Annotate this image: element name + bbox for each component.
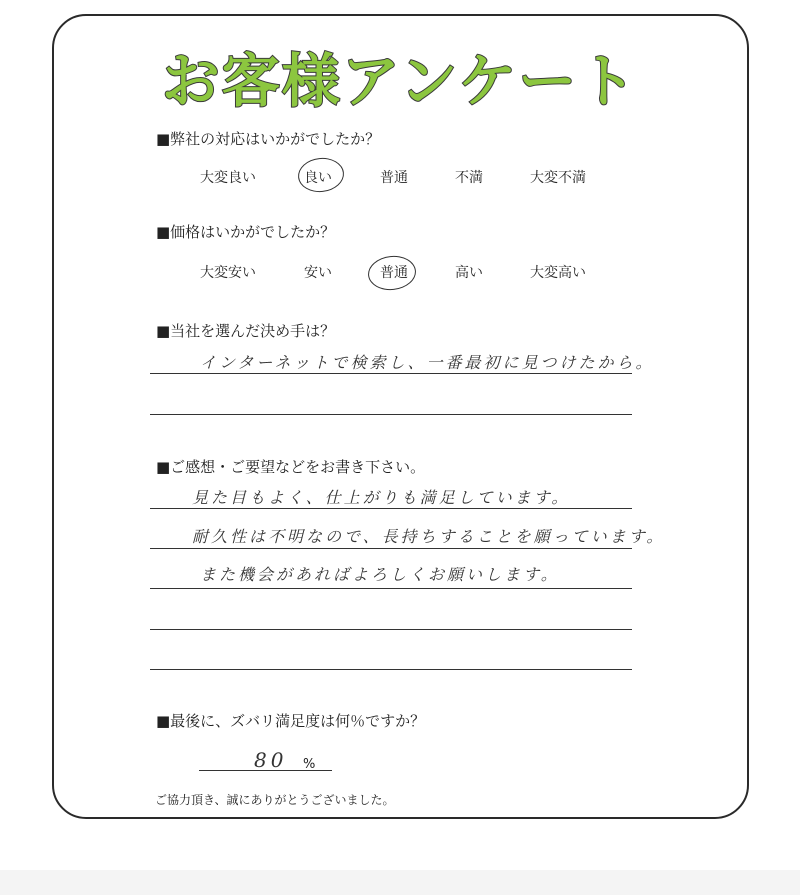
comment-answer-line-3[interactable]: また機会があればよろしくお願いします。 <box>200 565 560 584</box>
option-price-expensive[interactable]: 高い <box>455 265 483 281</box>
thanks-note: ご協力頂き、誠にありがとうございました。 <box>155 793 395 807</box>
scan-bottom-edge <box>0 870 800 895</box>
reason-line-2 <box>150 414 632 415</box>
question-comments: ■ご感想・ご要望などをお書き下さい。 <box>156 458 426 476</box>
option-service-good[interactable]: 良い <box>304 170 332 186</box>
comment-line-4 <box>150 629 632 630</box>
reason-answer-line-1[interactable]: インターネットで検索し、一番最初に見つけたから。 <box>200 353 655 372</box>
comment-line-2 <box>150 548 632 549</box>
comment-line-1 <box>150 508 632 509</box>
satisfaction-line <box>199 770 332 771</box>
question-price: ■価格はいかがでしたか？ <box>156 223 336 241</box>
option-service-very-unsatisfied[interactable]: 大変不満 <box>530 170 586 186</box>
comment-line-5 <box>150 669 632 670</box>
satisfaction-unit: % <box>303 757 316 772</box>
satisfaction-value[interactable]: 80 <box>254 748 288 772</box>
reason-line-1 <box>150 373 632 374</box>
comment-answer-line-1[interactable]: 見た目もよく、仕上がりも満足しています。 <box>192 488 571 507</box>
option-price-very-cheap[interactable]: 大変安い <box>200 265 256 281</box>
comment-line-3 <box>150 588 632 589</box>
question-service: ■弊社の対応はいかがでしたか？ <box>156 130 381 148</box>
option-price-normal[interactable]: 普通 <box>380 265 408 281</box>
comment-answer-line-2[interactable]: 耐久性は不明なので、長持ちすることを願っています。 <box>192 527 666 546</box>
option-price-very-expensive[interactable]: 大変高い <box>530 265 586 281</box>
option-service-very-good[interactable]: 大変良い <box>200 170 256 186</box>
survey-title: お客様アンケート <box>161 47 639 115</box>
option-service-unsatisfied[interactable]: 不満 <box>455 170 483 186</box>
option-price-cheap[interactable]: 安い <box>304 265 332 281</box>
option-service-normal[interactable]: 普通 <box>380 170 408 186</box>
question-satisfaction: ■最後に、ズバリ満足度は何％ですか？ <box>156 712 426 730</box>
question-reason: ■当社を選んだ決め手は？ <box>156 322 336 340</box>
